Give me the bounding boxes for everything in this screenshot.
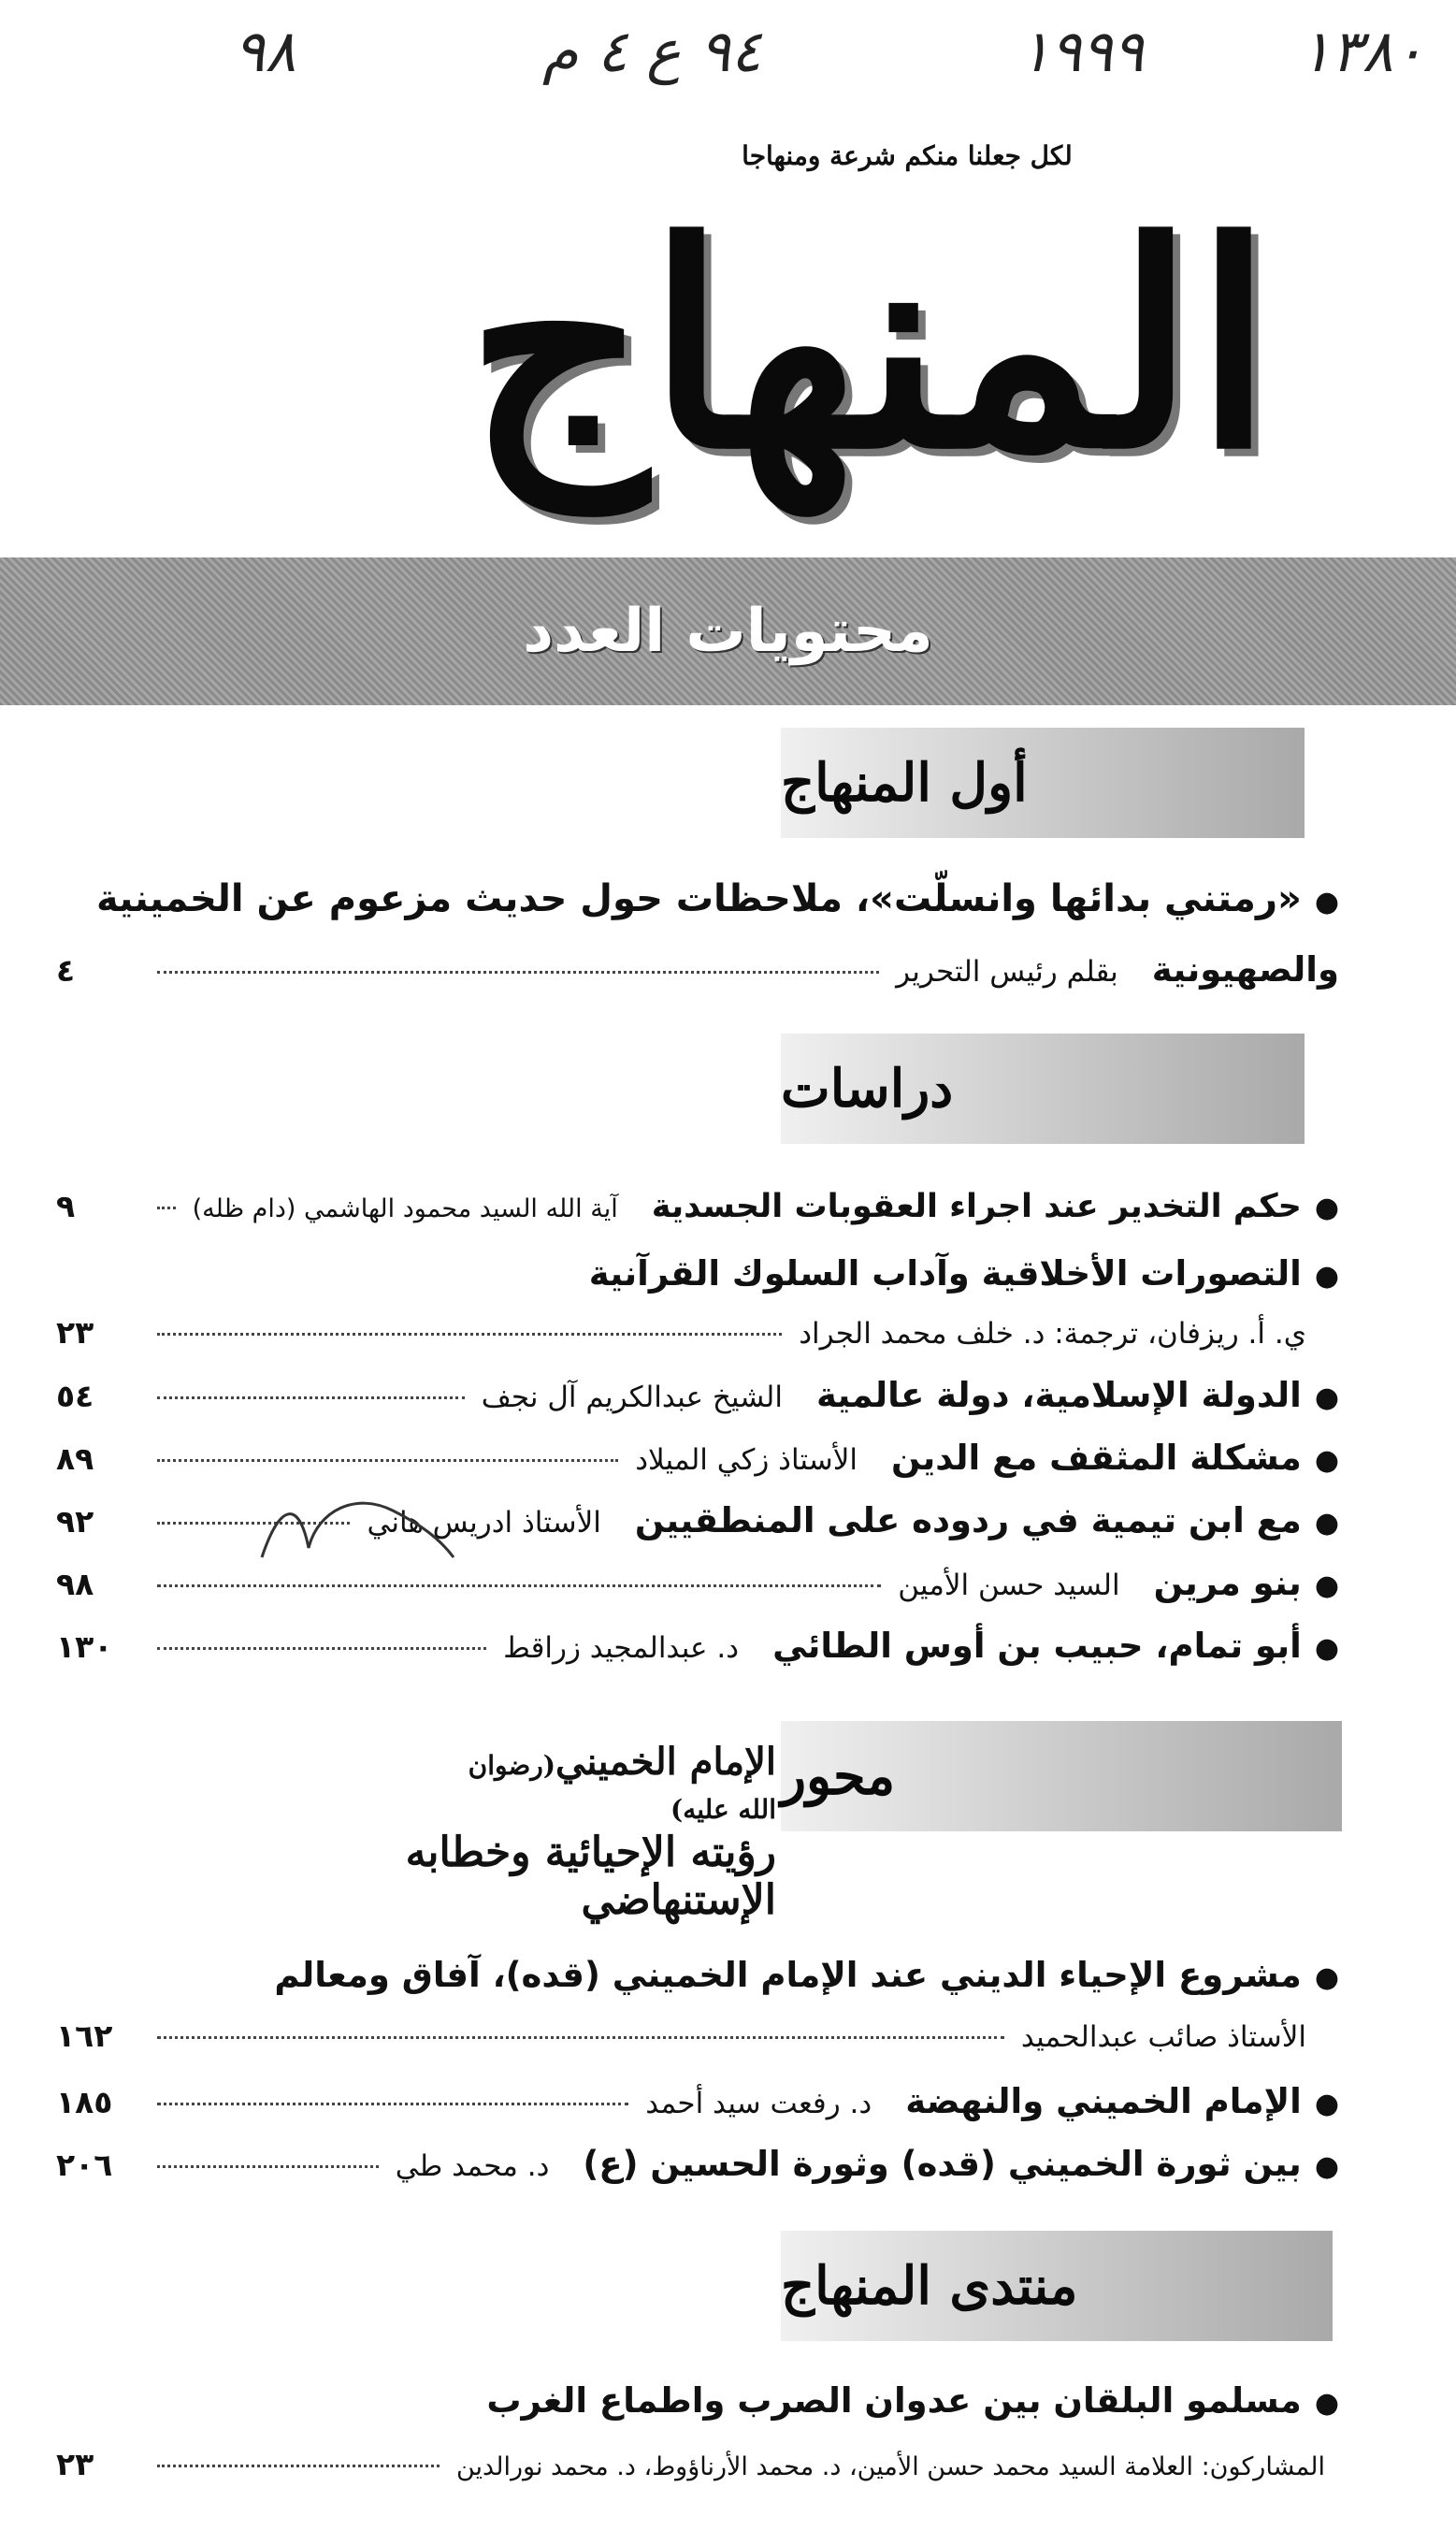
- handwritten-year: ١٩٩٩: [1019, 17, 1145, 85]
- entry-author: الأستاذ صائب عبدالحميد: [1020, 2020, 1306, 2054]
- mihwar-subtitle-note: (رضوان الله عليه): [468, 1750, 776, 1825]
- bullet: ●: [1314, 1444, 1339, 1477]
- entry-title-continued: والصهيونية: [1151, 949, 1339, 990]
- entry-author: المشاركون: العلامة السيد محمد حسن الأمين، د. محمد الأرناؤوط، د. محمد نورالدين: [455, 2452, 1325, 2481]
- section-header-mihwar: [781, 1721, 1342, 1831]
- toc-row: [56, 2081, 1339, 2121]
- bullet: ●: [1314, 2387, 1339, 2420]
- dot-leader: [157, 2036, 1004, 2039]
- dot-leader: [157, 1396, 465, 1399]
- handwritten-page-number: ٩٨: [234, 17, 296, 85]
- entry-author: الأستاذ زكي الميلاد: [635, 1443, 858, 1477]
- toc-row: [56, 1438, 1339, 1478]
- entry-title: بنو مرين: [1153, 1563, 1302, 1603]
- entry-title: الإمام الخميني والنهضة: [905, 2081, 1302, 2121]
- entry-title: حكم التخدير عند اجراء العقوبات الجسدية: [651, 1188, 1302, 1225]
- toc-row: [56, 1188, 1339, 1225]
- page-number: ٢٣: [56, 1314, 94, 1351]
- entry-author: السيد حسن الأمين: [898, 1569, 1120, 1602]
- dot-leader: [157, 971, 879, 974]
- section-header-first: [781, 728, 1305, 838]
- toc-row: [56, 2380, 1339, 2421]
- dot-leader: [157, 1333, 782, 1336]
- bullet: ●: [1314, 1632, 1339, 1665]
- entry-author: الشيخ عبدالكريم آل نجف: [481, 1381, 783, 1414]
- toc-row: [56, 1955, 1339, 1995]
- handwritten-code: ١٣٨٠: [1300, 17, 1425, 85]
- bullet: ●: [1314, 1961, 1339, 1994]
- entry-title: مع ابن تيمية في ردوده على المنطقيين: [634, 1500, 1302, 1540]
- toc-row: [56, 1563, 1339, 1603]
- bullet: ●: [1314, 1192, 1339, 1224]
- toc-row: [56, 2017, 1306, 2054]
- entry-title: مسلمو البلقان بين عدوان الصرب واطماع الغرب: [486, 2380, 1302, 2421]
- dot-leader: [157, 1647, 486, 1650]
- entry-title: الدولة الإسلامية، دولة عالمية: [815, 1375, 1302, 1415]
- dot-leader: [157, 1584, 881, 1587]
- bullet: ●: [1314, 1569, 1339, 1602]
- mihwar-subtitle-text: الإمام الخميني: [555, 1740, 776, 1784]
- entry-title: مشكلة المثقف مع الدين: [891, 1438, 1302, 1478]
- contents-banner-title: محتويات العدد: [523, 597, 933, 666]
- page-number: ٢٣: [56, 2446, 94, 2482]
- toc-row: [56, 1314, 1306, 1351]
- bullet: ●: [1314, 2088, 1339, 2120]
- page-number: ٩٨: [56, 1566, 94, 1602]
- toc-row: [56, 2144, 1339, 2184]
- toc-row: [56, 1375, 1339, 1415]
- entry-title: بين ثورة الخميني (قده) وثورة الحسين (ع): [583, 2144, 1302, 2184]
- handwritten-scribble: [243, 1482, 468, 1576]
- section-title: أول المنهاج: [781, 752, 1028, 814]
- section-header-forum: [781, 2231, 1333, 2341]
- dot-leader: [157, 1459, 618, 1462]
- entry-title: مشروع الإحياء الديني عند الإمام الخميني (قده)، آفاق ومعالم: [274, 1955, 1302, 1995]
- entry-author: آية الله السيد محمود الهاشمي (دام ظله): [192, 1194, 618, 1223]
- toc-row: [56, 1626, 1339, 1666]
- page-number: ١٣٠: [56, 1628, 113, 1665]
- bullet: ●: [1314, 886, 1339, 918]
- page-number: ١٦٢: [56, 2017, 113, 2054]
- bullet: ●: [1314, 1260, 1339, 1293]
- toc-row: [56, 1253, 1339, 1294]
- page-number: ١٨٥: [56, 2084, 113, 2120]
- entry-author: بقلم رئيس التحرير: [896, 955, 1118, 989]
- entry-author: د. محمد طي: [395, 2149, 550, 2183]
- page-number: ٩٢: [56, 1503, 94, 1540]
- dot-leader: [157, 2165, 379, 2168]
- entry-title: [96, 877, 1339, 920]
- mihwar-subtitle: [468, 1740, 776, 1828]
- dot-leader: [157, 2465, 440, 2467]
- page-number: ٨٩: [56, 1440, 94, 1477]
- section-title: منتدى المنهاج: [781, 2255, 1078, 2317]
- page-number: ٩: [56, 1188, 76, 1224]
- mihwar-subtitle-2: رؤيته الإحيائية وخطابه الإستنهاضي: [405, 1829, 776, 1924]
- entry-author: الأستاذ ادريس هاني: [367, 1506, 601, 1540]
- bullet: ●: [1314, 1507, 1339, 1540]
- section-title: دراسات: [781, 1058, 954, 1120]
- handwritten-reference: ٩٤ ع ٤ م: [542, 17, 762, 85]
- page-number: ٢٠٦: [56, 2147, 113, 2183]
- entry-title-text: «رمتني بدائها وانسلّت»، ملاحظات حول حديث مزعوم عن الخمينية: [96, 877, 1302, 920]
- page-number: ٤: [56, 952, 76, 989]
- entry-author: د. رفعت سيد أحمد: [645, 2087, 872, 2120]
- entry-author: ي. أ. ريزفان، ترجمة: د. خلف محمد الجراد: [799, 1317, 1306, 1351]
- entry-title: أبو تمام، حبيب بن أوس الطائي: [772, 1626, 1302, 1666]
- entry-title: التصورات الأخلاقية وآداب السلوك القرآنية: [588, 1253, 1302, 1294]
- dot-leader: [157, 1207, 176, 1209]
- page-number: ٥٤: [56, 1378, 94, 1414]
- toc-row: [56, 2446, 1325, 2482]
- magazine-logo: المنهاج: [466, 181, 1274, 511]
- section-title: محور: [781, 1745, 896, 1807]
- bullet: ●: [1314, 2150, 1339, 2183]
- contents-banner: [0, 557, 1456, 705]
- toc-row: [56, 949, 1339, 990]
- entry-author: د. عبدالمجيد زراقط: [503, 1631, 740, 1665]
- bullet: ●: [1314, 1381, 1339, 1414]
- dot-leader: [157, 2103, 628, 2105]
- section-header-studies: [781, 1034, 1305, 1144]
- masthead-motto: لكل جعلنا منكم شرعة ومنهاجا: [742, 140, 1073, 171]
